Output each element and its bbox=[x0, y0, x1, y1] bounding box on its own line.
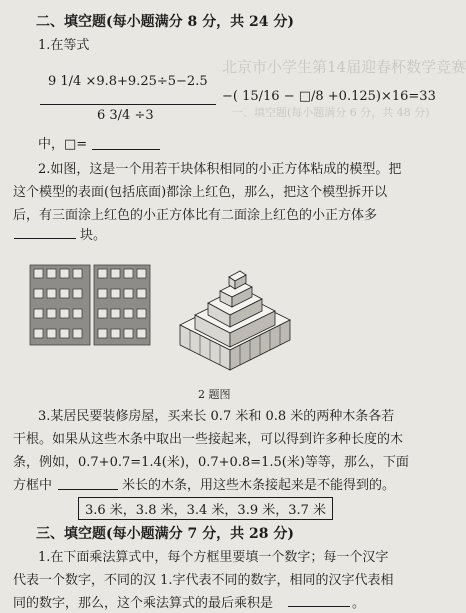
q1-answer-prefix: 中，□= bbox=[38, 137, 88, 152]
q1-paren-expression: −( 15/16 − □/8 +0.125)×16=33 bbox=[222, 89, 436, 104]
q2-line-3: 后，有三面涂上红色的小正方体比有二面涂上红色的小正方体多 bbox=[13, 208, 378, 223]
q3-line-1: 3.某居民要装修房屋，买来长 0.7 米和 0.8 米的两种木条各若 bbox=[38, 409, 395, 424]
s3q1-line-2: 代表一个数字，不同的汉 1.字代表不同的数字，相同的汉字代表相 bbox=[13, 573, 394, 588]
q2-figure bbox=[30, 255, 300, 380]
q3-options-box: 3.6 米，3.8 米，3.4 米，3.9 米，3.7 米 bbox=[78, 497, 333, 520]
q3-line-4-prefix: 方框中 bbox=[13, 478, 53, 493]
bleed-through-line-1: 北京市小学生第14届迎春杯数学竞赛 bbox=[222, 58, 466, 76]
q3-line-2: 干根。如果从这些木条中取出一些接起来，可以得到许多种长度的木 bbox=[13, 432, 404, 447]
q3-line-3: 条，例如，0.7+0.7=1.4(米)，0.7+0.8=1.5(米)等等，那么，下面 bbox=[13, 455, 409, 470]
q2-side-view-right bbox=[94, 265, 150, 345]
q1-denominator: 6 3/4 ÷3 bbox=[97, 108, 154, 123]
q1-label: 1.在等式 bbox=[38, 38, 90, 53]
q3-answer-blank[interactable] bbox=[58, 489, 118, 490]
s3q1-line-1: 1.在下面乘法算式中，每个方框里要填一个数字；每一个汉字 bbox=[38, 550, 389, 565]
q2-line-1: 2.如图，这是一个用若干块体积相同的小正方体粘成的模型。把 bbox=[38, 162, 402, 177]
bleed-through-line-2: 一、填空题(每小题满分 6 分，共 48 分) bbox=[232, 106, 430, 119]
section-2-title: 二、填空题(每小题满分 8 分，共 24 分) bbox=[36, 14, 294, 30]
q2-answer-blank[interactable] bbox=[14, 238, 76, 239]
s3q1-answer-blank[interactable] bbox=[288, 606, 350, 607]
q3-line-4-suffix: 米长的木条，用这些木条接起来是不能得到的。 bbox=[122, 478, 396, 493]
q2-line-2: 这个模型的表面(包括底面)都涂上红色，那么，把这个模型拆开以 bbox=[13, 185, 388, 200]
q2-cube-pyramid bbox=[180, 271, 290, 370]
q1-numerator bbox=[48, 74, 208, 89]
q2-figure-caption: 2 题图 bbox=[198, 388, 231, 401]
q2-side-view-left bbox=[30, 265, 90, 345]
section-3-title: 三、填空题(每小题满分 7 分，共 28 分) bbox=[36, 526, 294, 542]
s3q1-line-3-prefix: 同的数字，那么，这个乘法算式的最后乘积是 bbox=[13, 596, 274, 611]
q1-answer-blank[interactable] bbox=[92, 149, 160, 150]
q1-fraction-bar bbox=[40, 104, 216, 105]
q2-line-4-suffix: 块。 bbox=[80, 228, 107, 243]
q1-numerator-text: 9 1/4 ×9.8+9.25÷5−2.5 bbox=[48, 74, 208, 89]
s3q1-line-3-suffix: 。 bbox=[352, 596, 366, 611]
